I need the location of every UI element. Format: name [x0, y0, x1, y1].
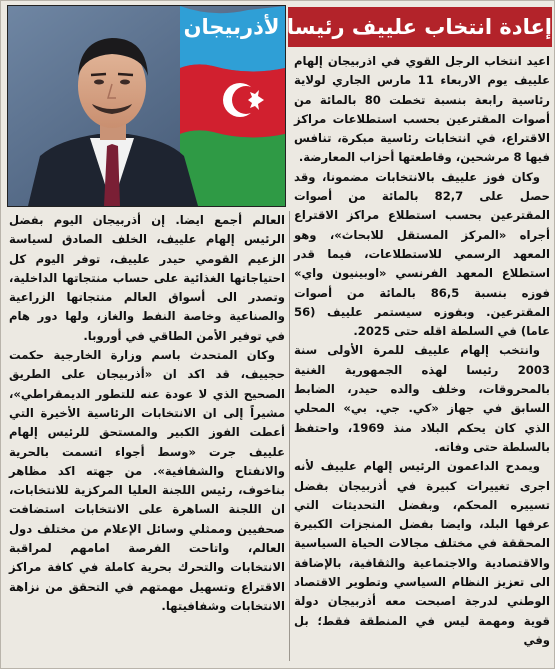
headline: إعادة انتخاب علييف رئيسا لأذربيجان	[288, 7, 552, 47]
paragraph: وكان المتحدث باسم وزارة الخارجية حكمت حجييف، قد اكد ان «أذربيجان على الطريق الصحيح الذي لا عودة عنه للتطور الديمقراطي»، مشيراً إلى ان الانتخابات الرئاسية الأخيرة التي أعطت الفوز الكبير والمستحق للرئيس إلهام علييف جرت «وسط أجواء اتسمت بالحرية والانفتاح والشفافية». من جهته اكد مظاهر بناخوف، رئيس اللجنة العليا المركزية للانتخابات، ان اللجنة الساهرة على الانتخابات استضافت صحفيين وممثلي وسائل الإعلام من مختلف دول العالم، واتاحت الفرصة امامهم لمراقبة الانتخابات والتحرك بحرية كاملة في كافة مراكز الاقتراع وتسهيل مهمتهم في التحقق من نزاهة الانتخابات وشفافيتها.	[9, 348, 285, 613]
article-column-left	[9, 211, 285, 656]
paragraph: وانتخب إلهام علييف للمرة الأولى سنة 2003 رئيسا لهذه الجمهورية الغنية بالمحروقات، وخلف والده حيدر، الضابط السابق في جهاز «كي. جي. بي» المحلي الذي كان يحكم البلاد منذ 1969، واحتفظ بالسلطة حتى وفاته.	[294, 343, 550, 454]
paragraph: ويمدح الداعمون الرئيس إلهام علييف لأنه اجرى تغييرات كبيرة في أذربيجان بفضل تسييره المحكم، وبفضل التحديثات التي عرفها البلد، وايضا بفضل المنجزات الكبيرة المحققة في مختلف مجالات الحياة السياسية والاقتصادية والاجتماعية والثقافية، بالإضافة الى تعزيز النظام السياسي وتطوير الاقتصاد الوطني لدرجة اصبحت معه أذربيجان دولة قوية ومهمة ليس في المنطقة فقط؛ بل وفي	[294, 459, 550, 647]
article-column-right	[294, 52, 550, 666]
paragraph: اعيد انتخاب الرجل القوي في اذربيجان إلهام علييف يوم الاربعاء 11 مارس الجاري لولاية رئاسية رابعة بنسبة تخطت 80 بالمائة من أصوات المقترعين بحسب استطلاعات مراكز الاقتراع، في انتخابات رئاسية مبكرة، تنافس فيها 8 مرشحين، وقاطعتها أحزاب المعارضة.	[294, 54, 550, 165]
paragraph: وكان فوز علييف بالانتخابات مضمونا، وقد حصل على 82,7 بالمائة من أصوات المقترعين بحسب استطلاع مراكز الاقتراع أجراه «المركز المستقل للابحاث»، وهو المعهد الرسمي للاستطلاعات، فيما قدر استطلاع المعهد الفرنسي «اوبينيون واي» فوزه بنسبة 86,5 بالمائة من أصوات المقترعين. وبفوزه سيستمر علييف (56 عاما) في السلطة اقله حتى 2025.	[294, 169, 550, 339]
column-divider	[289, 211, 290, 661]
paragraph: العالم أجمع ايضا. إن أذربيجان اليوم بفضل الرئيس إلهام علييف، الخلف الصادق لسياسة الزعيم القومي حيدر علييف، توفر اليوم كل احتياجاتها الغذائية على حساب منتجاتها الداخلية، وتصدر الى أسواق العالم منتجاتها الزراعية والصناعية وخاصة النفط والغاز، ولها دور هام في توفير الأمن الطاقي في أوروبا.	[9, 213, 285, 343]
